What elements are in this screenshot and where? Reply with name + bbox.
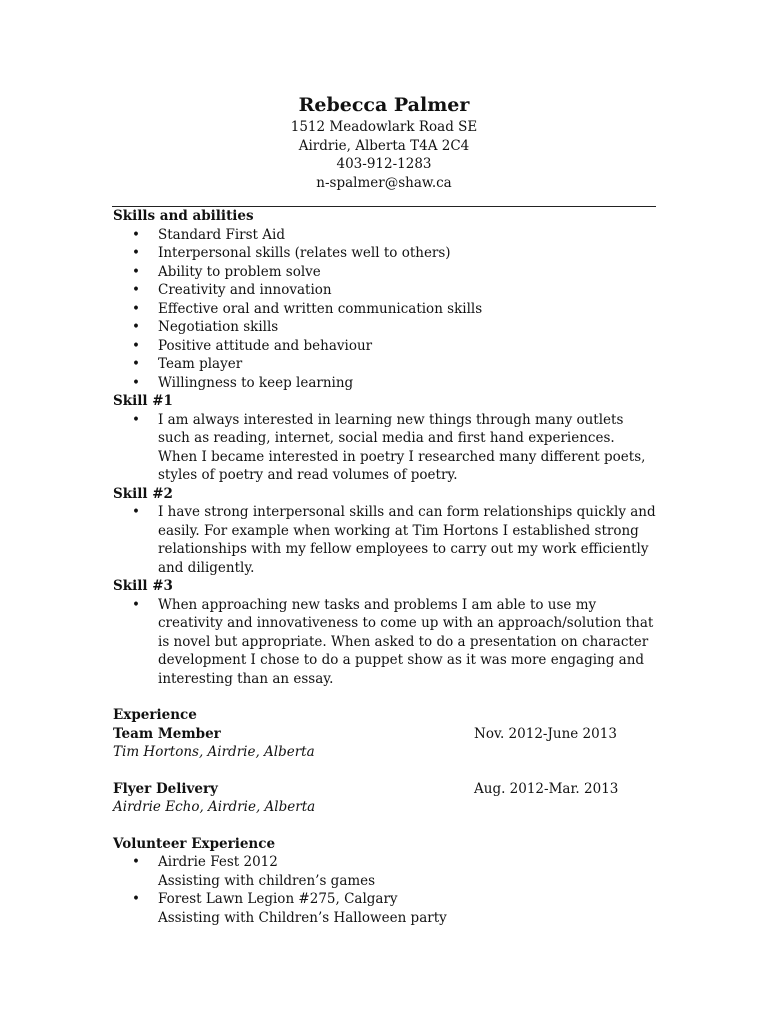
skill-item: Effective oral and written communication skills [158, 300, 483, 317]
volunteer-heading: Volunteer Experience [113, 835, 276, 852]
skill-item: Positive attitude and behaviour [158, 337, 373, 354]
list-item [113, 281, 658, 300]
skill-3-description: When approaching new tasks and problems I am able to use my creativity and innovativeness to come up with an approach/solution that is novel but appropriate. When asked to do a presentation on character development I chose to do a puppet show as it was more engaging and interesting than an essay. [158, 596, 654, 687]
applicant-name: Rebecca Palmer [298, 94, 470, 116]
section-spacer [113, 688, 658, 706]
list-item [113, 374, 658, 393]
volunteer-list [113, 853, 658, 927]
list-item [113, 596, 658, 689]
skill-item: Standard First Aid [158, 226, 285, 243]
list-item [113, 318, 658, 337]
list-item [113, 355, 658, 374]
list-item [113, 411, 658, 485]
bullet-icon: • [132, 504, 140, 520]
volunteer-event: Airdrie Fest 2012 [158, 854, 278, 870]
section-spacer [113, 817, 658, 835]
list-item [113, 890, 658, 927]
skill-2-description: I have strong interpersonal skills and can form relationships quickly and easily. For example when working at Tim Hortons I established strong relationships with my fellow employees to carry out my work efficiently and diligently. [158, 504, 656, 576]
skills-heading: Skills and abilities [113, 208, 254, 224]
volunteer-role: Assisting with children’s games [158, 872, 376, 889]
skill-item: Team player [158, 356, 243, 372]
bullet-icon: • [132, 854, 140, 870]
list-item [113, 244, 658, 263]
bullet-icon: • [132, 282, 140, 298]
bullet-icon: • [132, 411, 140, 428]
skill-3-list [113, 596, 658, 689]
bullet-icon: • [132, 319, 140, 335]
skill-item: Willingness to keep learning [158, 374, 354, 391]
address-line-2: Airdrie, Alberta T4A 2C4 [298, 137, 470, 154]
skill-2-heading: Skill #2 [113, 485, 173, 502]
list-item [113, 263, 658, 282]
bullet-icon: • [132, 245, 140, 261]
skill-1-heading: Skill #1 [113, 393, 173, 409]
bullet-icon: • [132, 374, 140, 391]
bullet-icon: • [132, 226, 140, 243]
bullet-icon: • [132, 596, 140, 613]
skill-item: Ability to problem solve [158, 263, 321, 280]
email-address: n-spalmer@shaw.ca [316, 174, 452, 191]
job-dates: Nov. 2012-June 2013 [474, 725, 617, 742]
job-dates: Aug. 2012-Mar. 2013 [474, 780, 619, 797]
skill-3-heading: Skill #3 [113, 578, 173, 594]
volunteer-event: Forest Lawn Legion #275, Calgary [158, 891, 398, 907]
skill-1-description: I am always interested in learning new things through many outlets such as reading, internet, social media and first hand experiences. When I became interested in poetry I researched many different poets, styles of poetry and read volumes of poetry. [158, 411, 646, 483]
bullet-icon: • [132, 891, 140, 907]
list-item [113, 226, 658, 245]
phone-number: 403-912-1283 [336, 156, 432, 172]
skills-list [113, 226, 658, 393]
address-line-1: 1512 Meadowlark Road SE [290, 119, 478, 135]
job-title: Team Member [113, 725, 221, 742]
list-item [113, 337, 658, 356]
bullet-icon: • [132, 263, 140, 280]
job-row [113, 725, 658, 744]
bullet-icon: • [132, 337, 140, 354]
job-employer: Tim Hortons, Airdrie, Alberta [113, 744, 315, 760]
bullet-icon: • [132, 300, 140, 317]
bullet-icon: • [132, 356, 140, 372]
list-item [113, 503, 658, 577]
skill-item: Negotiation skills [158, 319, 279, 335]
job-title: Flyer Delivery [113, 780, 218, 797]
resume-header [0, 92, 768, 192]
job-employer: Airdrie Echo, Airdrie, Alberta [113, 799, 316, 815]
section-spacer [113, 762, 658, 780]
experience-heading: Experience [113, 707, 197, 723]
skill-item: Interpersonal skills (relates well to others) [158, 245, 451, 261]
job-row [113, 780, 658, 799]
skill-item: Creativity and innovation [158, 282, 332, 298]
list-item [113, 300, 658, 319]
volunteer-role: Assisting with Children’s Halloween party [158, 909, 447, 926]
resume-body [113, 207, 658, 927]
skill-1-list [113, 411, 658, 485]
list-item [113, 853, 658, 890]
skill-2-list [113, 503, 658, 577]
